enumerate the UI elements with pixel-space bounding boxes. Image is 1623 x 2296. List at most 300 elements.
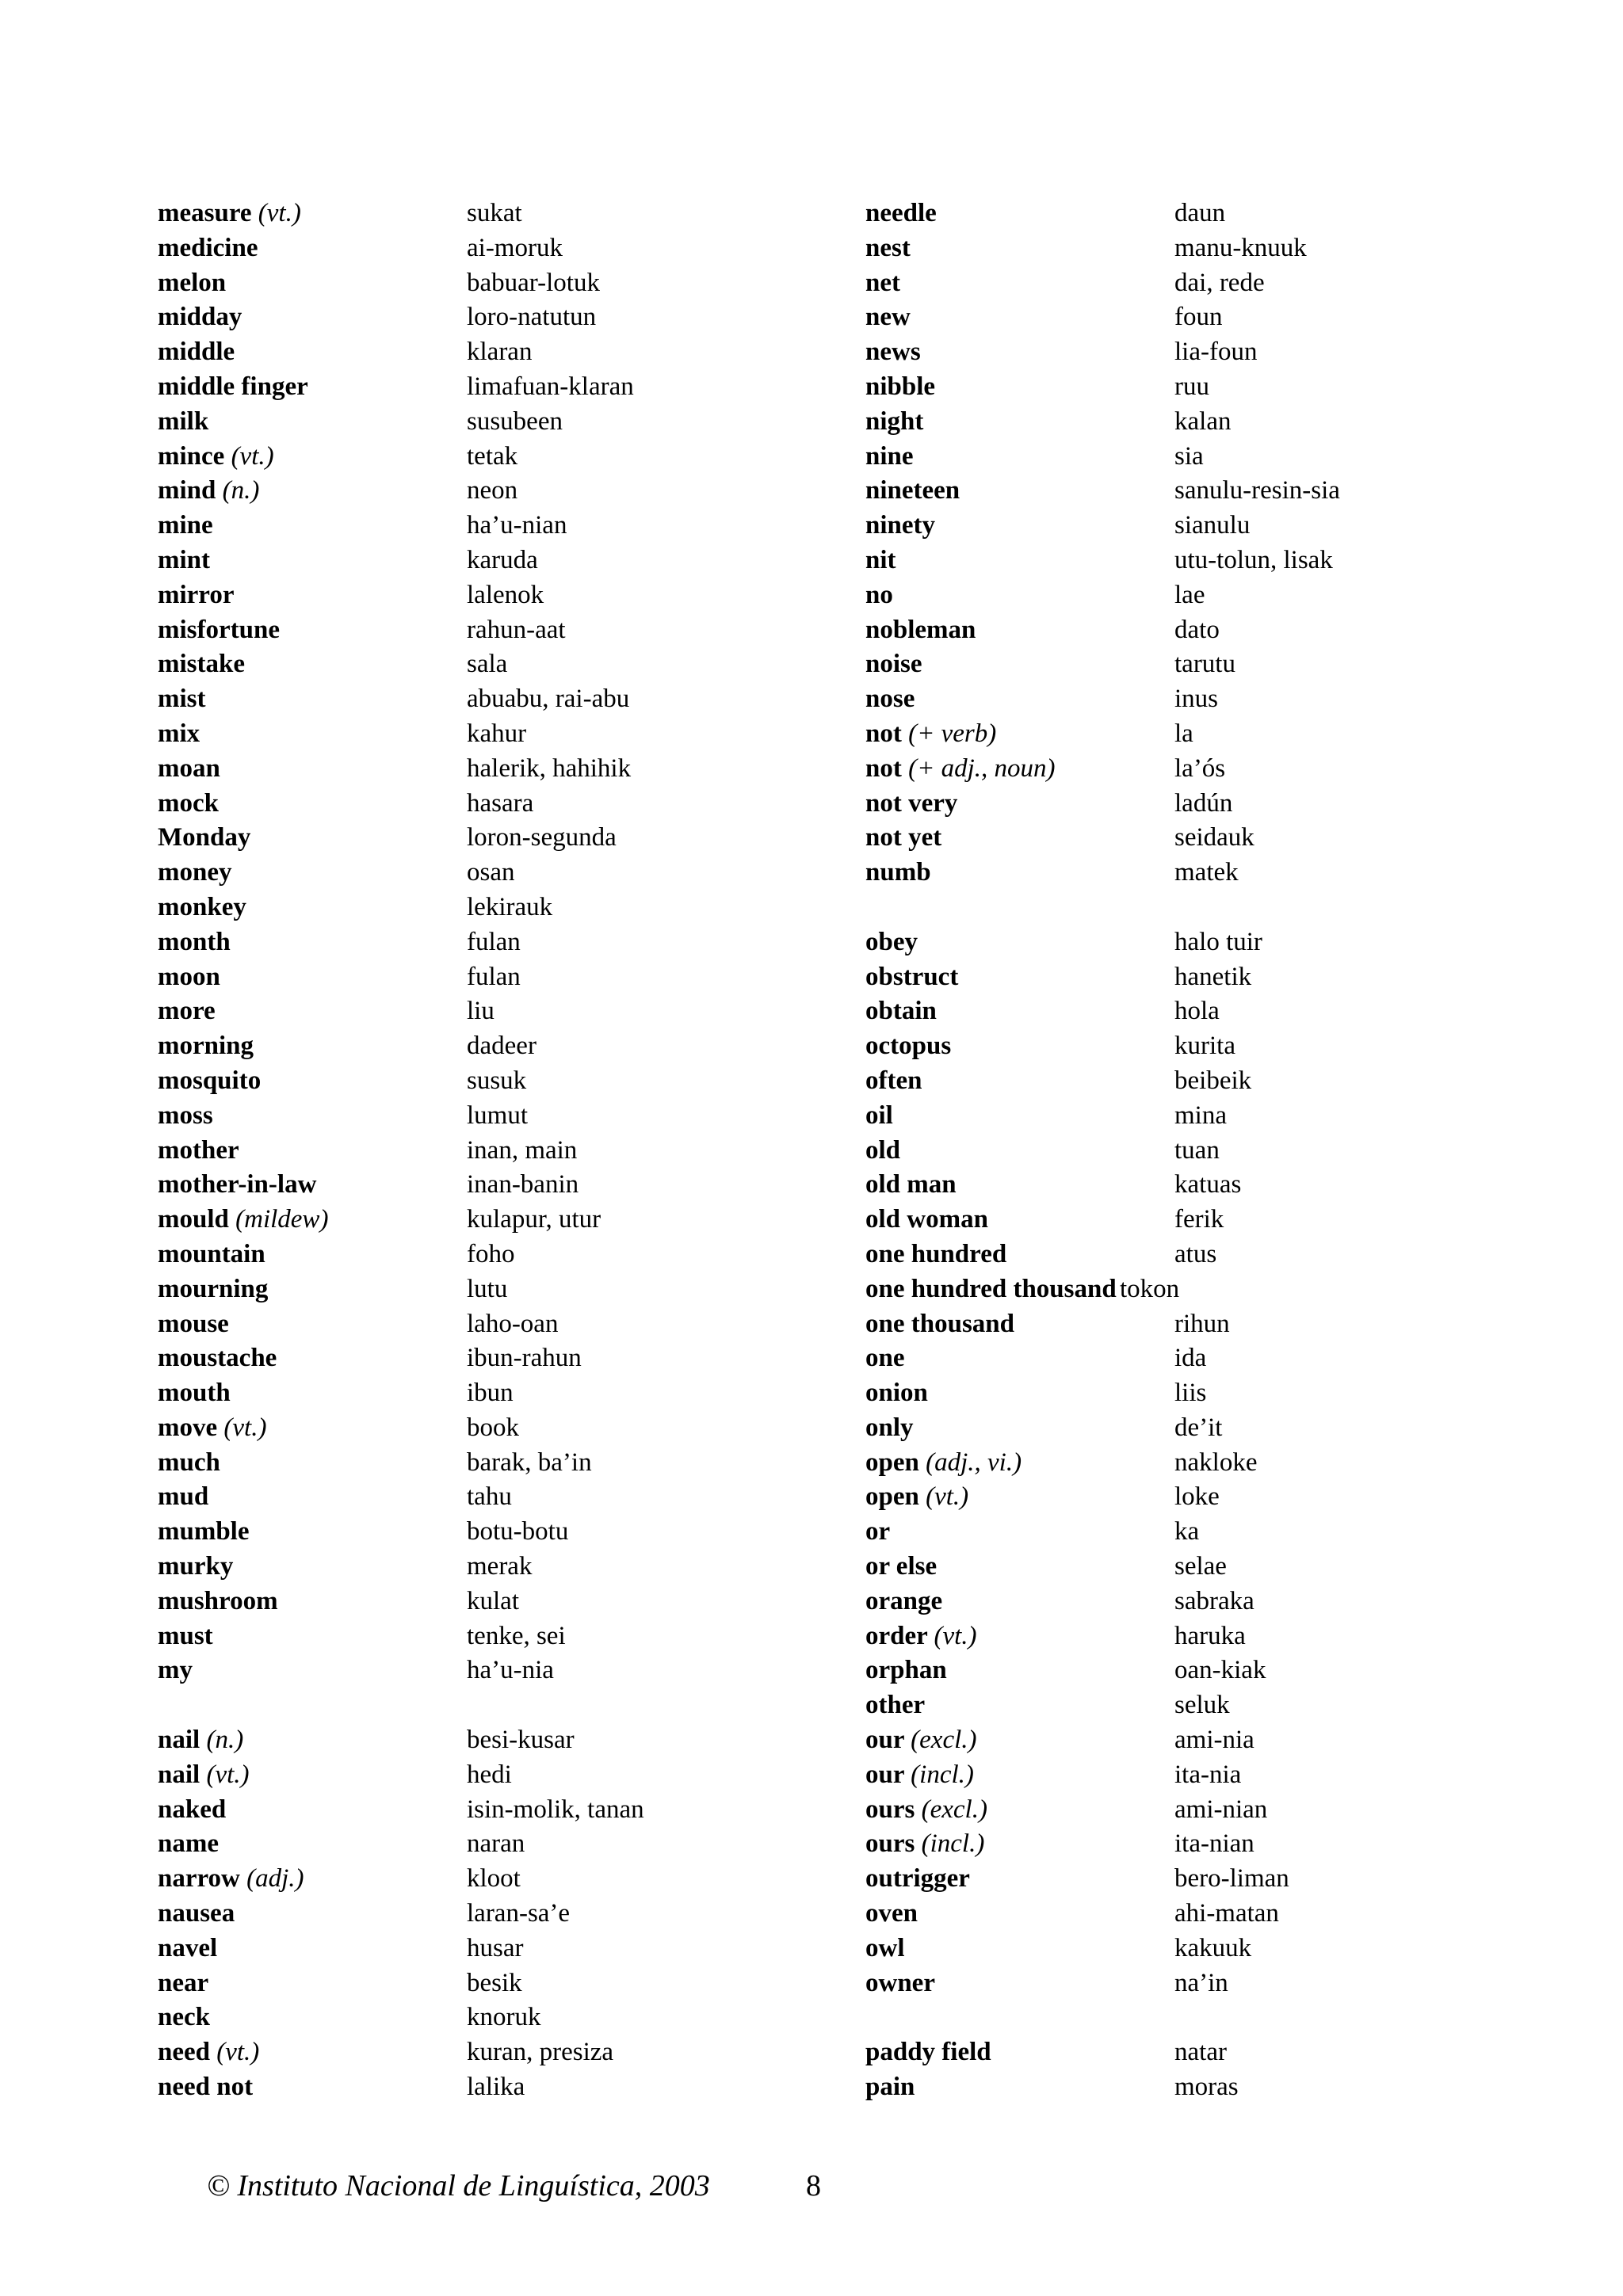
english-headword (865, 2035, 991, 2070)
headword-text: melon (158, 268, 227, 297)
tetum-translation: rahun-aat (467, 615, 566, 644)
headword-text: mix (158, 719, 200, 748)
english-headword (865, 1897, 918, 1932)
tetum-translation: klaran (467, 338, 533, 367)
page-number: 8 (806, 2169, 821, 2203)
english-headword (865, 1862, 970, 1897)
tetum-translation: mina (1174, 1100, 1227, 1130)
tetum-translation: loro-natutun (467, 303, 597, 332)
tetum-translation: liu (467, 997, 495, 1026)
tetum-translation: osan (467, 858, 515, 887)
english-headword (865, 752, 1056, 787)
english-headword (865, 1341, 905, 1376)
english-headword (865, 1307, 1014, 1342)
tetum-translation: ai-moruk (467, 233, 563, 262)
headword-text: naked (158, 1794, 227, 1824)
headword-text: other (865, 1691, 926, 1720)
tetum-translation: tuan (1174, 1135, 1220, 1165)
grammar-note: (adj.) (246, 1864, 304, 1894)
tetum-translation: hedi (467, 1760, 512, 1789)
headword-text: near (158, 1968, 209, 1997)
headword-text: monkey (158, 892, 246, 921)
tetum-translation: matek (1174, 858, 1239, 887)
english-headword (865, 1446, 1022, 1481)
headword-text: ours (865, 1829, 915, 1859)
english-headword (865, 300, 911, 335)
headword-text: oil (865, 1100, 893, 1130)
headword-text: mother-in-law (158, 1170, 317, 1199)
english-headword (158, 1272, 268, 1307)
english-headword (865, 994, 937, 1029)
headword-text: orange (865, 1586, 943, 1615)
grammar-note: (vt.) (926, 1482, 969, 1512)
headword-text: name (158, 1829, 219, 1859)
headword-text: middle finger (158, 372, 308, 401)
english-headword (865, 856, 931, 891)
english-headword (158, 1515, 250, 1550)
headword-text: nobleman (865, 615, 976, 644)
english-headword (865, 1168, 957, 1203)
tetum-translation: ladún (1174, 788, 1233, 818)
english-headword (158, 1134, 239, 1169)
headword-text: old woman (865, 1205, 988, 1234)
english-headword (865, 1793, 987, 1828)
tetum-translation: isin-molik, tanan (467, 1794, 644, 1824)
english-headword (158, 1897, 235, 1932)
english-headword (865, 1480, 968, 1515)
english-headword (158, 1203, 328, 1238)
tetum-translation: ferik (1174, 1205, 1224, 1234)
english-headword (865, 1099, 893, 1134)
headword-text: one hundred thousand (865, 1274, 1117, 1303)
grammar-note: (incl.) (911, 1760, 974, 1789)
tetum-translation: lumut (467, 1100, 529, 1130)
headword-text: nest (865, 233, 911, 262)
english-headword (865, 1029, 951, 1064)
english-headword (158, 509, 213, 543)
english-headword (865, 405, 923, 440)
english-headword (158, 1862, 304, 1897)
headword-text: mist (158, 685, 206, 714)
english-headword (865, 1376, 928, 1411)
tetum-translation: kalan (1174, 406, 1232, 436)
headword-text: mumble (158, 1517, 250, 1547)
tetum-translation: neon (467, 476, 518, 505)
tetum-translation: seidauk (1174, 823, 1254, 852)
headword-text: old man (865, 1170, 957, 1199)
tetum-translation: selae (1174, 1552, 1227, 1581)
headword-text: nineteen (865, 476, 960, 505)
english-headword (158, 2070, 253, 2105)
english-headword (865, 613, 976, 648)
headword-text: oven (865, 1899, 918, 1928)
english-headword (158, 1653, 193, 1688)
english-headword (865, 335, 921, 370)
tetum-translation: babuar-lotuk (467, 268, 600, 297)
english-headword (865, 231, 911, 266)
tetum-translation: abuabu, rai-abu (467, 685, 630, 714)
tetum-translation: ka (1174, 1517, 1200, 1547)
headword-text: middle (158, 338, 235, 367)
english-headword (158, 440, 274, 475)
english-headword (158, 925, 231, 960)
headword-text: midday (158, 303, 242, 332)
headword-text: my (158, 1656, 193, 1685)
english-headword (158, 994, 216, 1029)
grammar-note: (mildew) (235, 1205, 329, 1234)
grammar-note: (excl.) (921, 1794, 987, 1824)
page-footer (207, 2168, 821, 2204)
english-headword (158, 1376, 231, 1411)
tetum-translation: inus (1174, 685, 1219, 714)
tetum-translation: na’in (1174, 1968, 1228, 1997)
english-headword (865, 509, 935, 543)
tetum-translation: fulan (467, 962, 521, 991)
tetum-translation: sukat (467, 199, 522, 227)
headword-text: new (865, 303, 911, 332)
english-headword (158, 300, 242, 335)
english-headword (158, 613, 280, 648)
english-headword (158, 1099, 213, 1134)
tetum-translation: tokon (1120, 1274, 1180, 1303)
tetum-translation: seluk (1174, 1691, 1230, 1720)
english-headword (158, 1827, 219, 1862)
headword-text: needle (865, 199, 937, 227)
tetum-translation: ita-nian (1174, 1829, 1254, 1859)
headword-text: moon (158, 962, 220, 991)
english-headword (158, 647, 245, 682)
tetum-translation: lalika (467, 2073, 525, 2102)
grammar-note: (vt.) (258, 199, 301, 227)
tetum-translation: kurita (1174, 1032, 1235, 1061)
headword-text: moss (158, 1100, 213, 1130)
english-headword (865, 1064, 922, 1099)
english-headword (865, 370, 935, 405)
headword-text: or else (865, 1552, 938, 1581)
english-headword (158, 891, 246, 925)
english-headword (865, 1827, 984, 1862)
tetum-translation: kahur (467, 719, 527, 748)
headword-text: only (865, 1413, 914, 1442)
tetum-translation: manu-knuuk (1174, 233, 1307, 262)
tetum-translation: ha’u-nian (467, 511, 567, 540)
headword-text: murky (158, 1552, 234, 1581)
tetum-translation: knoruk (467, 2003, 541, 2032)
grammar-note: (vt.) (206, 1760, 250, 1789)
tetum-translation: sabraka (1174, 1586, 1254, 1615)
headword-text: must (158, 1621, 213, 1650)
headword-text: mock (158, 788, 219, 818)
tetum-translation: laran-sa’e (467, 1899, 571, 1928)
english-headword (865, 821, 941, 856)
grammar-note: (adj., vi.) (926, 1447, 1022, 1477)
english-headword (865, 578, 893, 613)
grammar-note: (n.) (206, 1726, 244, 1755)
headword-text: open (865, 1447, 919, 1477)
tetum-translation: hanetik (1174, 962, 1252, 991)
english-headword (865, 440, 914, 475)
tetum-translation: de’it (1174, 1413, 1223, 1442)
english-headword (158, 856, 232, 891)
tetum-translation: ha’u-nia (467, 1656, 554, 1685)
tetum-translation: sianulu (1174, 511, 1251, 540)
headword-text: medicine (158, 233, 258, 262)
english-headword (158, 370, 308, 405)
tetum-translation: halo tuir (1174, 927, 1262, 956)
english-headword (158, 821, 250, 856)
tetum-translation: halerik, hahihik (467, 753, 632, 783)
headword-text: morning (158, 1032, 254, 1061)
english-headword (158, 960, 220, 995)
headword-text: much (158, 1447, 220, 1477)
headword-text: ninety (865, 511, 936, 540)
english-headword (865, 266, 900, 301)
tetum-translation: la’ós (1174, 753, 1226, 783)
tetum-translation: lutu (467, 1274, 508, 1303)
english-headword (158, 405, 208, 440)
headword-text: mirror (158, 580, 235, 609)
headword-text: mushroom (158, 1586, 278, 1615)
headword-text: navel (158, 1933, 218, 1962)
english-headword (865, 647, 922, 682)
headword-text: moustache (158, 1344, 277, 1373)
headword-text: mint (158, 545, 210, 574)
headword-text: not yet (865, 823, 942, 852)
english-headword (865, 717, 996, 752)
tetum-translation: oan-kiak (1174, 1656, 1266, 1685)
tetum-translation: ita-nia (1174, 1760, 1242, 1789)
english-headword (865, 1411, 914, 1446)
copyright-notice: © Instituto Nacional de Linguística, 2003 (207, 2169, 710, 2203)
headword-text: our (865, 1726, 904, 1755)
english-headword (158, 1585, 278, 1619)
tetum-translation: besi-kusar (467, 1726, 575, 1755)
english-headword (158, 682, 206, 717)
english-headword (865, 682, 915, 717)
english-headword (865, 1932, 905, 1966)
tetum-translation: rihun (1174, 1309, 1230, 1338)
english-headword (158, 1480, 208, 1515)
headword-text: misfortune (158, 615, 280, 644)
tetum-translation: kulat (467, 1586, 519, 1615)
english-headword (158, 196, 301, 231)
english-headword (865, 1723, 977, 1758)
headword-text: mourning (158, 1274, 269, 1303)
headword-text: moan (158, 753, 220, 783)
english-headword (158, 2035, 259, 2070)
english-headword (865, 1272, 1117, 1307)
headword-text: mud (158, 1482, 209, 1512)
english-headword (158, 1758, 250, 1793)
tetum-translation: foun (1174, 303, 1223, 332)
tetum-translation: nakloke (1174, 1447, 1258, 1477)
headword-text: mistake (158, 650, 245, 679)
headword-text: Monday (158, 823, 251, 852)
headword-text: one (865, 1344, 905, 1373)
tetum-translation: naran (467, 1829, 525, 1859)
headword-text: one hundred (865, 1239, 1007, 1268)
english-headword (158, 231, 258, 266)
english-headword (158, 335, 235, 370)
headword-text: nail (158, 1726, 200, 1755)
english-headword (158, 1619, 213, 1654)
headword-text: obey (865, 927, 918, 956)
headword-text: measure (158, 199, 252, 227)
tetum-translation: lia-foun (1174, 338, 1258, 367)
tetum-translation: inan, main (467, 1135, 578, 1165)
headword-text: onion (865, 1379, 928, 1408)
tetum-translation: besik (467, 1968, 522, 1997)
english-headword (865, 1653, 947, 1688)
headword-text: mountain (158, 1239, 265, 1268)
tetum-translation: inan-banin (467, 1170, 579, 1199)
tetum-translation: tenke, sei (467, 1621, 566, 1650)
grammar-note: (+ adj., noun) (908, 753, 1056, 783)
english-headword (865, 1203, 988, 1238)
tetum-translation: liis (1174, 1379, 1207, 1408)
english-headword (865, 543, 896, 578)
tetum-translation: husar (467, 1933, 524, 1962)
headword-text: need not (158, 2073, 254, 2102)
tetum-translation: sanulu-resin-sia (1174, 476, 1340, 505)
english-headword (158, 1723, 243, 1758)
english-headword (158, 1341, 277, 1376)
headword-text: not (865, 753, 902, 783)
headword-text: news (865, 338, 921, 367)
grammar-note: (vt.) (223, 1413, 267, 1442)
english-headword (865, 925, 918, 960)
tetum-translation: daun (1174, 199, 1226, 227)
grammar-note: (vt.) (934, 1621, 977, 1650)
english-headword (865, 960, 958, 995)
english-headword (865, 1134, 900, 1169)
tetum-translation: merak (467, 1552, 533, 1581)
grammar-note: (excl.) (911, 1726, 977, 1755)
headword-text: obtain (865, 997, 937, 1026)
tetum-translation: book (467, 1413, 519, 1442)
headword-text: mince (158, 441, 225, 471)
english-headword (158, 752, 220, 787)
tetum-translation: loron-segunda (467, 823, 617, 852)
headword-text: not very (865, 788, 958, 818)
english-headword (158, 1411, 266, 1446)
grammar-note: (n.) (222, 476, 260, 505)
headword-text: outrigger (865, 1864, 970, 1894)
english-headword (158, 717, 200, 752)
tetum-translation: botu-botu (467, 1517, 569, 1547)
english-headword (865, 1585, 942, 1619)
tetum-translation: ruu (1174, 372, 1209, 401)
headword-text: open (865, 1482, 919, 1512)
english-headword (158, 1550, 233, 1585)
english-headword (158, 1064, 261, 1099)
tetum-translation: susuk (467, 1066, 527, 1095)
grammar-note: (incl.) (921, 1829, 985, 1859)
headword-text: no (865, 580, 893, 609)
tetum-translation: hola (1174, 997, 1220, 1026)
tetum-translation: la (1174, 719, 1193, 748)
headword-text: often (865, 1066, 922, 1095)
headword-text: month (158, 927, 231, 956)
tetum-translation: foho (467, 1239, 515, 1268)
headword-text: nose (865, 685, 915, 714)
tetum-translation: ami-nian (1174, 1794, 1268, 1824)
headword-text: obstruct (865, 962, 959, 991)
english-headword (865, 2070, 915, 2105)
tetum-translation: kulapur, utur (467, 1205, 601, 1234)
headword-text: ours (865, 1794, 915, 1824)
tetum-translation: lae (1174, 580, 1205, 609)
english-headword (158, 578, 235, 613)
headword-text: mouth (158, 1379, 231, 1408)
english-headword (158, 1966, 208, 2001)
tetum-translation: lalenok (467, 580, 544, 609)
headword-text: nail (158, 1760, 200, 1789)
tetum-translation: ibun (467, 1379, 514, 1408)
headword-text: owl (865, 1933, 905, 1962)
headword-text: nine (865, 441, 914, 471)
tetum-translation: ahi-matan (1174, 1899, 1279, 1928)
tetum-translation: ida (1174, 1344, 1207, 1373)
headword-text: nit (865, 545, 896, 574)
headword-text: night (865, 406, 924, 436)
tetum-translation: kakuuk (1174, 1933, 1252, 1962)
tetum-translation: hasara (467, 788, 534, 818)
headword-text: mould (158, 1205, 229, 1234)
tetum-translation: ami-nia (1174, 1726, 1254, 1755)
english-headword (158, 1446, 220, 1481)
english-headword (865, 1515, 890, 1550)
english-headword (158, 1932, 217, 1966)
headword-text: mind (158, 476, 216, 505)
tetum-translation: beibeik (1174, 1066, 1252, 1095)
grammar-note: (vt.) (216, 2038, 260, 2067)
tetum-translation: dato (1174, 615, 1220, 644)
headword-text: owner (865, 1968, 935, 1997)
tetum-translation: moras (1174, 2073, 1239, 2102)
tetum-translation: barak, ba’in (467, 1447, 592, 1477)
grammar-note: (vt.) (231, 441, 274, 471)
tetum-translation: atus (1174, 1239, 1217, 1268)
tetum-translation: utu-tolun, lisak (1174, 545, 1333, 574)
english-headword (865, 474, 960, 509)
tetum-translation: ibun-rahun (467, 1344, 582, 1373)
headword-text: net (865, 268, 900, 297)
english-headword (865, 1966, 935, 2001)
headword-text: one thousand (865, 1309, 1014, 1338)
headword-text: nibble (865, 372, 936, 401)
tetum-translation: dadeer (467, 1032, 537, 1061)
headword-text: old (865, 1135, 901, 1165)
english-headword (158, 1307, 229, 1342)
tetum-translation: loke (1174, 1482, 1220, 1512)
tetum-translation: haruka (1174, 1621, 1246, 1650)
english-headword (865, 1238, 1006, 1272)
english-headword (158, 1238, 265, 1272)
tetum-translation: katuas (1174, 1170, 1242, 1199)
headword-text: orphan (865, 1656, 947, 1685)
headword-text: narrow (158, 1864, 240, 1894)
tetum-translation: laho-oan (467, 1309, 559, 1338)
tetum-translation: natar (1174, 2038, 1227, 2067)
headword-text: move (158, 1413, 218, 1442)
headword-text: milk (158, 406, 209, 436)
english-headword (158, 2000, 210, 2035)
grammar-note: (+ verb) (908, 719, 997, 748)
headword-text: money (158, 858, 232, 887)
headword-text: or (865, 1517, 891, 1547)
headword-text: nausea (158, 1899, 235, 1928)
